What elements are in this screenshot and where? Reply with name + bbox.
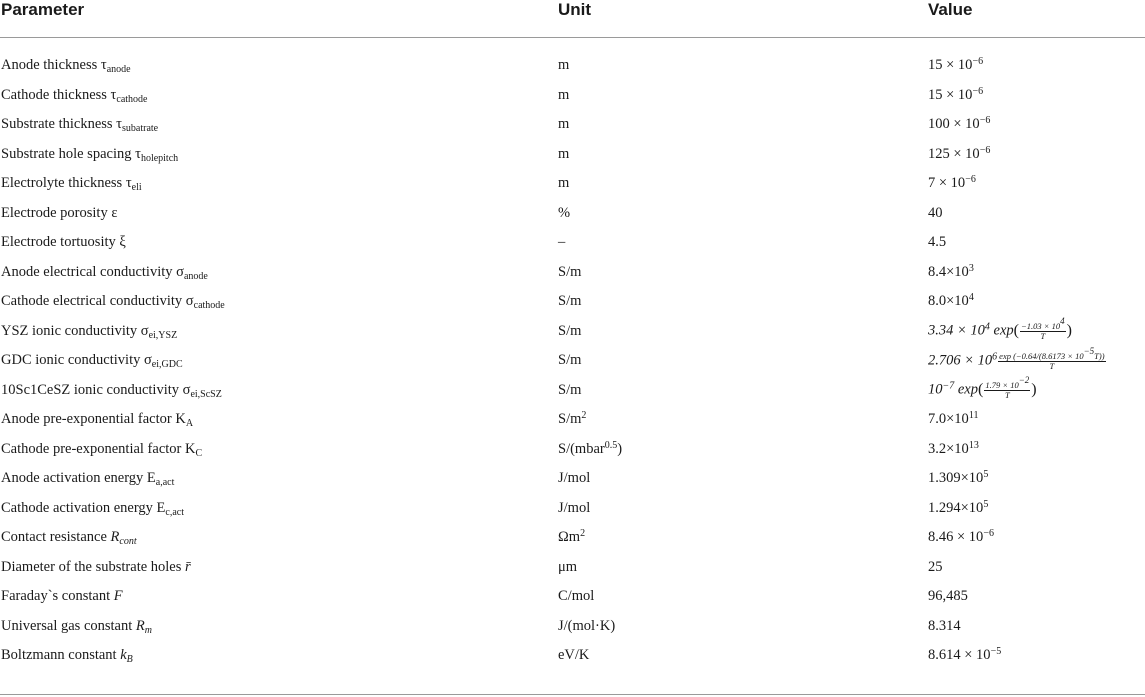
row-value: $1.309\times 10^5$	[928, 469, 989, 487]
table-row	[0, 287, 1145, 317]
table-row	[0, 523, 1145, 553]
table-row	[0, 169, 1145, 199]
row-parameter: Electrode tortuosity ξ	[1, 234, 126, 251]
row-unit: S/(mbar$^{0.5}$)	[558, 439, 623, 457]
table-row	[0, 199, 1145, 229]
row-parameter: GDC ionic conductivity $\sigma_{ei,GDC}$	[1, 352, 183, 371]
formula-fraction: $\frac{-1.03 \times 10^4}{T}$	[1021, 316, 1065, 342]
row-unit: $S/m^2$	[558, 410, 587, 428]
row-parameter: YSZ ionic conductivity $\sigma_{ei,YSZ}$	[1, 322, 178, 341]
row-parameter: Cathode electrical conductivity $\sigma_{cathode}$	[1, 293, 225, 312]
table-row	[0, 464, 1145, 494]
row-unit: S/m	[558, 263, 582, 280]
row-value-formula: $10^{-7}$ exp( $\frac{1.79 \times 10^{-2}}{T}$ )	[928, 375, 1037, 401]
row-unit: %	[558, 204, 571, 221]
row-parameter: Anode pre-exponential factor $K_A$	[1, 411, 194, 430]
table-bottom-rule	[0, 694, 1145, 695]
row-parameter: Anode thickness $\tau_{anode}$	[1, 57, 131, 76]
table-row	[0, 435, 1145, 465]
row-unit: J/(mol·K)	[558, 617, 616, 634]
row-unit: m	[558, 57, 570, 74]
table-row	[0, 228, 1145, 258]
row-parameter: Universal gas constant $R_m$	[1, 617, 152, 636]
row-value: $7.0\times 10^{11}$	[928, 410, 979, 428]
row-unit: μm	[558, 558, 578, 575]
row-unit: J/mol	[558, 499, 591, 516]
row-value: $8.4\times 10^3$	[928, 262, 974, 280]
row-parameter: Contact resistance $R_{cont}$	[1, 529, 137, 548]
row-parameter: Electrode porosity ε	[1, 204, 118, 221]
row-unit: m	[558, 175, 570, 192]
table-row	[0, 258, 1145, 288]
table-row	[0, 81, 1145, 111]
table-row	[0, 110, 1145, 140]
table-row	[0, 494, 1145, 524]
table-row	[0, 140, 1145, 170]
row-parameter: Electrolyte thickness $\tau_{eli}$	[1, 175, 142, 194]
row-parameter: Diameter of the substrate holes r̄	[1, 558, 191, 575]
row-unit: S/m	[558, 381, 582, 398]
table-row	[0, 317, 1145, 347]
row-unit: S/m	[558, 293, 582, 310]
table-row	[0, 51, 1145, 81]
row-unit: m	[558, 116, 570, 133]
row-parameter: Boltzmann constant $k_B$	[1, 647, 133, 666]
row-value: 40	[928, 204, 943, 221]
row-value: 96,485	[928, 588, 968, 605]
row-value: $1.294\times 10^5$	[928, 498, 989, 516]
row-unit: m	[558, 86, 570, 103]
table-row	[0, 405, 1145, 435]
row-value: $15 \times 10^{-6}$	[928, 56, 984, 74]
row-parameter: 10Sc1CeSZ ionic conductivity $\sigma_{ei,ScSZ}$	[1, 381, 222, 400]
table-row	[0, 641, 1145, 671]
table-row	[0, 553, 1145, 583]
row-parameter: Substrate hole spacing $\tau_{holepitch}$	[1, 145, 179, 164]
table-header	[0, 0, 1145, 38]
table-body	[0, 38, 1145, 671]
row-value: $7 \times 10^{-6}$	[928, 174, 976, 192]
header-value: Value	[928, 0, 973, 19]
row-unit: $\Omega m^2$	[558, 528, 586, 546]
row-unit: C/mol	[558, 588, 595, 605]
table-row	[0, 582, 1145, 612]
row-value: $100 \times 10^{-6}$	[928, 115, 991, 133]
row-parameter: Cathode pre-exponential factor $K_C$	[1, 440, 203, 459]
row-parameter: Anode electrical conductivity $\sigma_{anode}$	[1, 263, 208, 282]
row-parameter: Substrate thickness $\tau_{subatrate}$	[1, 116, 159, 135]
row-parameter: Cathode thickness $\tau_{cathode}$	[1, 86, 148, 105]
row-value: $3.2\times 10^{13}$	[928, 439, 979, 457]
row-value: $8.46 \times 10^{-6}$	[928, 528, 994, 546]
row-unit: J/mol	[558, 470, 591, 487]
header-parameter: Parameter	[1, 0, 85, 19]
row-value: 8.314	[928, 617, 961, 634]
row-value: 25	[928, 558, 943, 575]
formula-fraction: $\frac{1.79 \times 10^{-2}}{T}$	[985, 375, 1030, 401]
row-unit: S/m	[558, 352, 582, 369]
header-unit: Unit	[558, 0, 592, 19]
row-value: 4.5	[928, 234, 947, 251]
table-row	[0, 612, 1145, 642]
row-value: $8.0\times 10^4$	[928, 292, 974, 310]
row-value-formula: $2.706 \times 10^6$ $\frac{\exp (-0.64/(8.6173 \times 10^{-5}T))}{T}$	[928, 345, 1105, 371]
row-unit: S/m	[558, 322, 582, 339]
row-parameter: Faraday`s constant F	[1, 588, 123, 605]
row-unit: –	[558, 234, 566, 251]
table-row	[0, 346, 1145, 376]
row-unit: eV/K	[558, 647, 590, 664]
row-parameter: Anode activation energy $E_{a,act}$	[1, 470, 175, 489]
table-row	[0, 376, 1145, 406]
formula-fraction: $\frac{\exp (-0.64/(8.6173 \times 10^{-5}T))}{T}$	[999, 345, 1105, 371]
row-unit: m	[558, 145, 570, 162]
row-parameter: Cathode activation energy $E_{c,act}$	[1, 499, 185, 518]
row-value: $8.614 \times 10^{-5}$	[928, 646, 1002, 664]
row-value-formula: $3.34 \times 10^4$ exp( $\frac{-1.03 \times 10^4}{T}$ )	[928, 316, 1072, 342]
row-value: $15 \times 10^{-6}$	[928, 85, 984, 103]
row-value: $125 \times 10^{-6}$	[928, 144, 991, 162]
